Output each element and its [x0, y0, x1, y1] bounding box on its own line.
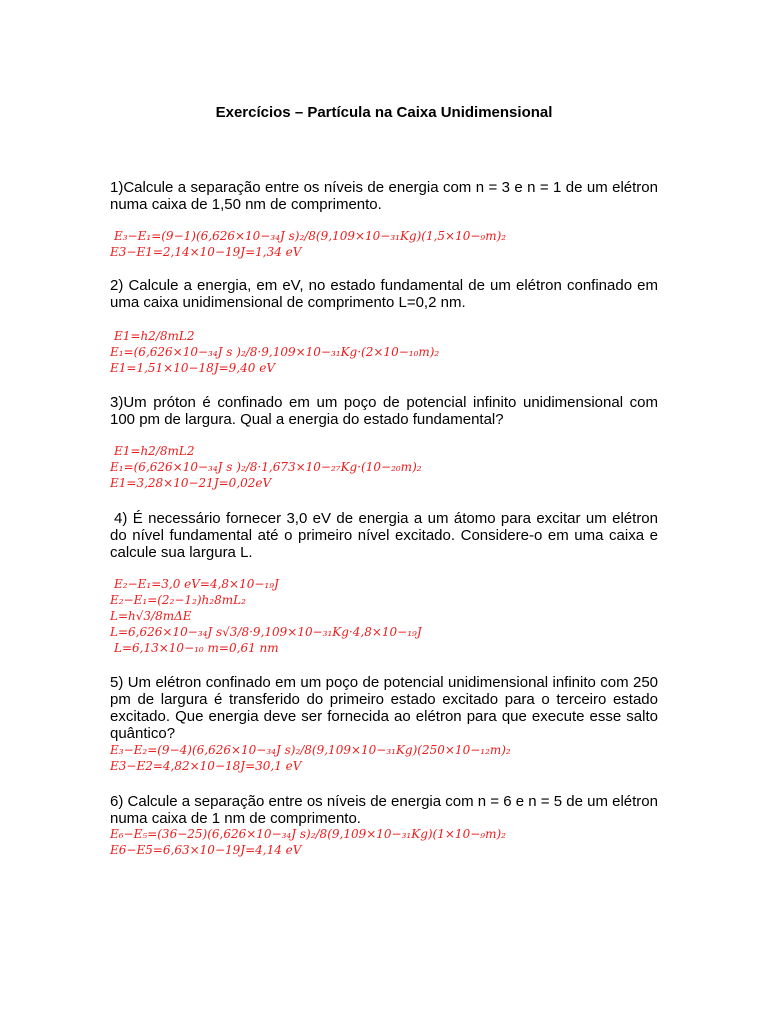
exercise-2-solution: [110, 328, 670, 376]
equation-line: L=6,626×10−₃₄J s√3/8·9,109×10−₃₁Kg·4,8×10−₁₉J: [110, 625, 422, 639]
exercise-5-question: 5) Um elétron confinado em um poço de potencial unidimensional infinito com 250 pm de largura é transferido do primeiro estado excitado para o terceiro estado excitado. Que energia deve ser fornecida ao elétron para que execute esse salto quântico?: [110, 674, 658, 742]
exercise-5-solution: [110, 742, 670, 774]
equation-line: E₃−E₁=(9−1)(6,626×10−₃₄J s)₂/8(9,109×10−₃₁Kg)(1,5×10−₉m)₂: [114, 229, 507, 243]
exercise-1-solution: [110, 228, 670, 260]
equation-line: E3−E2=4,82×10−18J=30,1 eV: [110, 759, 302, 773]
equation-line: E₁=(6,626×10−₃₄J s )₂/8·9,109×10−₃₁Kg·(2×10−₁₀m)₂: [110, 345, 440, 359]
exercise-2-question: 2) Calcule a energia, em eV, no estado fundamental de um elétron confinado em uma caixa unidimensional de comprimento L=0,2 nm.: [110, 277, 658, 311]
equation-line: E1=3,28×10−21J=0,02eV: [110, 476, 272, 490]
equation-line: L=h√3/8mΔE: [110, 609, 192, 623]
exercise-1-question: 1)Calcule a separação entre os níveis de energia com n = 3 e n = 1 de um elétron numa caixa de 1,50 nm de comprimento.: [110, 179, 658, 213]
equation-line: E1=h2/8mL2: [114, 444, 195, 458]
exercise-6-question: 6) Calcule a separação entre os níveis de energia com n = 6 e n = 5 de um elétron numa caixa de 1 nm de comprimento.: [110, 793, 658, 827]
equation-line: E1=h2/8mL2: [114, 329, 195, 343]
equation-line: E₂−E₁=(2₂−1₂)h₂8mL₂: [110, 593, 246, 607]
exercise-3-question: 3)Um próton é confinado em um poço de potencial infinito unidimensional com 100 pm de largura. Qual a energia do estado fundamental?: [110, 394, 658, 428]
equation-line: E₂−E₁=3,0 eV=4,8×10−₁₉J: [114, 577, 279, 591]
document-title: Exercícios – Partícula na Caixa Unidimensional: [215, 104, 553, 121]
equation-line: E₁=(6,626×10−₃₄J s )₂/8·1,673×10−₂₇Kg·(10−₂₀m)₂: [110, 460, 422, 474]
equation-line: L=6,13×10−₁₀ m=0,61 nm: [114, 641, 279, 655]
exercise-3-solution: [110, 443, 670, 491]
equation-line: E3−E1=2,14×10−19J=1,34 eV: [110, 245, 302, 259]
equation-line: E₆−E₅=(36−25)(6,626×10−₃₄J s)₂/8(9,109×10−₃₁Kg)(1×10−₉m)₂: [110, 827, 506, 841]
equation-line: E6−E5=6,63×10−19J=4,14 eV: [110, 843, 302, 857]
equation-line: E₃−E₂=(9−4)(6,626×10−₃₄J s)₂/8(9,109×10−₃₁Kg)(250×10−₁₂m)₂: [110, 743, 511, 757]
equation-line: E1=1,51×10−18J=9,40 eV: [110, 361, 275, 375]
exercise-4-question: 4) É necessário fornecer 3,0 eV de energia a um átomo para excitar um elétron do nível fundamental até o primeiro nível excitado. Considere-o em uma caixa e calcule sua largura L.: [110, 510, 658, 561]
exercise-4-solution: [110, 576, 670, 656]
exercise-6-solution: [110, 826, 670, 858]
